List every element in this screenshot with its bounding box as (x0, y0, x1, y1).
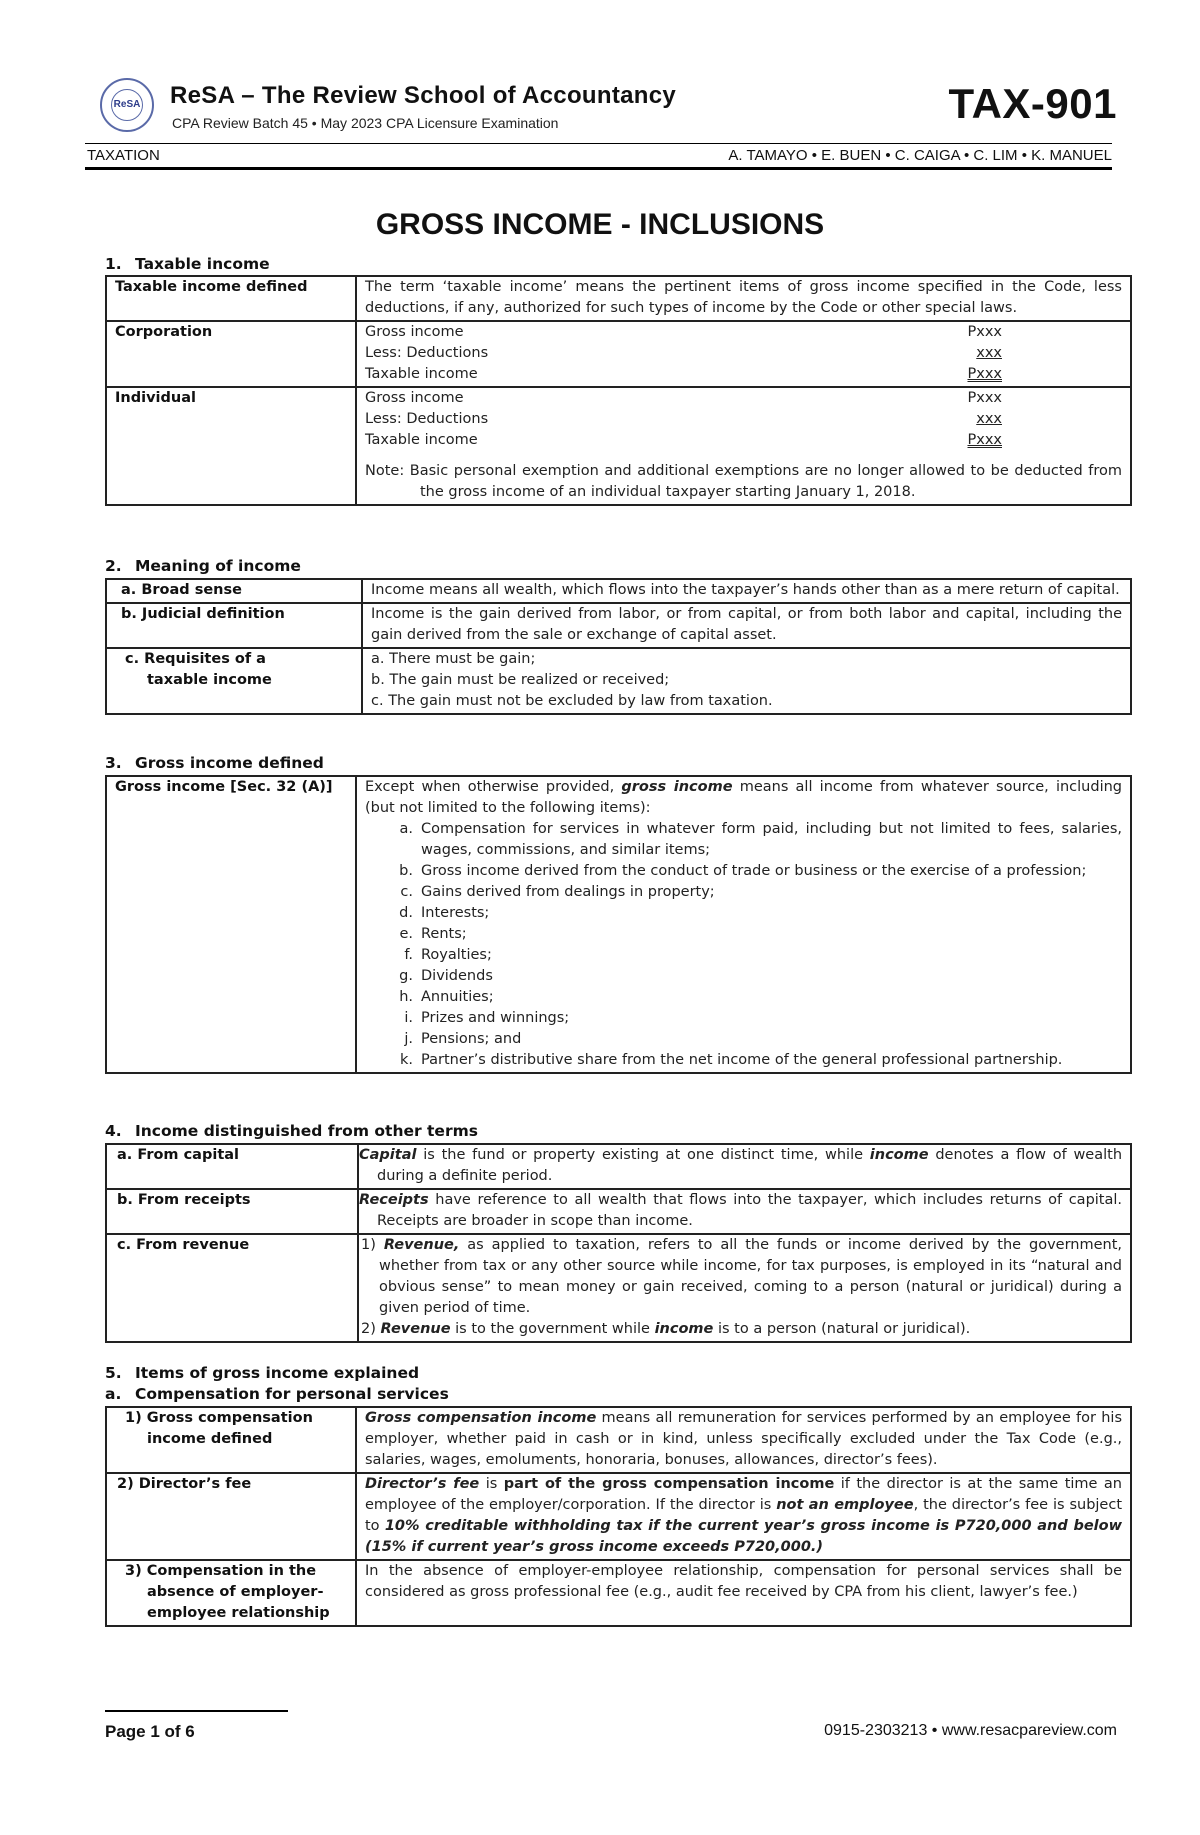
list-item (365, 1008, 1122, 1029)
row-label: 2) Director’s fee (106, 1473, 356, 1560)
list-text: Pensions; and (421, 1031, 522, 1047)
list-marker: i. (404, 1010, 413, 1026)
list-marker: d. (399, 905, 413, 921)
list-text: Partner’s distributive share from the net income of the general professional partnership. (421, 1052, 1063, 1068)
distinguished-table (105, 1143, 1132, 1343)
section-heading-3: 3. Gross income defined (105, 754, 324, 772)
row-label: c. From revenue (106, 1234, 358, 1342)
section-heading-5: 5. Items of gross income explained (105, 1364, 420, 1382)
list-marker: j. (404, 1031, 413, 1047)
list-item (365, 924, 1122, 945)
list-item (365, 966, 1122, 987)
row-text: In the absence of employer-employee relationship, compensation for personal services shall be considered as gross professional fee (e.g., audit fee received by CPA from his client, lawyer’s fee.) (356, 1560, 1131, 1626)
row-label: Individual (106, 387, 356, 505)
list-marker: b. (399, 863, 413, 879)
row-text: Income is the gain derived from labor, or from capital, or from both labor and capital, including the gain derived from the sale or exchange of capital asset. (362, 603, 1131, 648)
meaning-of-income-table (105, 578, 1132, 715)
table-row (106, 1189, 1131, 1234)
contact-info: 0915-2303213 • www.resacpareview.com (824, 1722, 1117, 1739)
row-label: 1) Gross compensation income defined (106, 1407, 356, 1473)
row-label: a. Broad sense (106, 579, 362, 603)
revenue-text: 1) Revenue, as applied to taxation, refers to all the funds or income derived by the government, whether from tax or any other source while income, for tax purposes, is employed in its “natural and obvious sense” to mean money or gain received, coming to a person (natural or juridical) during a given period of time. 2) Revenue is to the government while income is to a person (natural or juridical). (358, 1234, 1131, 1342)
row-text: Capital is the fund or property existing at one distinct time, while income denotes a flow of wealth during a definite period. (358, 1144, 1131, 1189)
list-item (365, 819, 1122, 861)
list-item (365, 987, 1122, 1008)
list-text: Prizes and winnings; (421, 1010, 570, 1026)
section-heading-1: 1. Taxable income (105, 255, 270, 273)
requisites-list: a. There must be gain; b. The gain must be realized or received; c. The gain must not be excluded by law from taxation. (362, 648, 1131, 714)
batch-info: CPA Review Batch 45 • May 2023 CPA Licensure Examination (172, 115, 559, 131)
row-label: b. Judicial definition (106, 603, 362, 648)
table-row (106, 1407, 1131, 1473)
header-rule-thin (85, 143, 1112, 144)
table-row (106, 276, 1131, 321)
row-label: Corporation (106, 321, 356, 387)
list-marker: e. (399, 926, 413, 942)
table-row (106, 321, 1131, 387)
gross-income-definition: Except when otherwise provided, gross income means all income from whatever source, including (but not limited to the following items): a. Compensation for services in whatever form paid, including but not limited to fees, salaries, wages, commissions, and similar items; b. Gross income derived from the conduct of trade or business or the exercise of a profession; c. Gains derived from dealings in property; d. Interests; e. Rents; f. Royalties; g. Dividends h. Annuities; i. Prizes and winnings; j. Pensions; and k. Partner’s distributive share from the net income of the general professional partnership. (356, 776, 1131, 1073)
row-text: Income means all wealth, which flows into the taxpayer’s hands other than as a mere return of capital. (362, 579, 1131, 603)
list-marker: g. (399, 968, 413, 984)
list-marker: k. (399, 1052, 413, 1068)
subsection-heading-a: a. Compensation for personal services (105, 1385, 449, 1403)
footer-rule (105, 1710, 288, 1712)
gross-income-table (105, 775, 1132, 1074)
row-label: c. Requisites of a taxable income (106, 648, 362, 714)
table-row (106, 1560, 1131, 1626)
list-text: Royalties; (421, 947, 492, 963)
resa-logo (100, 78, 154, 132)
table-row (106, 1144, 1131, 1189)
section-heading-4: 4. Income distinguished from other terms (105, 1122, 478, 1140)
section-heading-2: 2. Meaning of income (105, 557, 301, 575)
row-label: b. From receipts (106, 1189, 358, 1234)
list-text: Dividends (421, 968, 493, 984)
list-item (365, 903, 1122, 924)
page-number: Page 1 of 6 (105, 1722, 195, 1741)
course-code: TAX-901 (948, 80, 1117, 127)
taxable-income-table (105, 275, 1132, 506)
row-label: Taxable income defined (106, 276, 356, 321)
list-item (365, 882, 1122, 903)
header-rule-thick (85, 167, 1112, 170)
list-marker: a. (399, 821, 413, 837)
list-marker: f. (404, 947, 413, 963)
school-name: ReSA – The Review School of Accountancy (170, 82, 677, 109)
subject-label: TAXATION (87, 147, 160, 164)
table-row (106, 1473, 1131, 1560)
list-marker: h. (399, 989, 413, 1005)
page-title: GROSS INCOME - INCLUSIONS (375, 208, 825, 241)
table-row (106, 1234, 1131, 1342)
list-item (365, 1050, 1122, 1071)
exemption-note: Note: Basic personal exemption and additional exemptions are no longer allowed to be deducted from the gross income of an individual taxpayer starting January 1, 2018. (365, 463, 1122, 500)
row-label: a. From capital (106, 1144, 358, 1189)
row-text: Director’s fee is part of the gross compensation income if the director is at the same time an employee of the employer/corporation. If the director is not an employee, the director’s fee is subject to 10% creditable withholding tax if the current year’s gross income is P720,000 and below (15% if current year’s gross income exceeds P720,000.) (356, 1473, 1131, 1560)
individual-computation: Gross income Pxxx Less: Deductions xxx Taxable income Pxxx Note: Basic personal exemption and additional exemptions are no longer allowed to be deducted from the gross income of an individual taxpayer starting January 1, 2018. (356, 387, 1131, 505)
list-item (365, 861, 1122, 882)
gross-income-items (365, 819, 1122, 1071)
list-text: Gains derived from dealings in property; (421, 884, 715, 900)
row-label: Gross income [Sec. 32 (A)] (106, 776, 356, 1073)
list-text: Compensation for services in whatever form paid, including but not limited to fees, salaries, wages, commissions, and similar items; (421, 821, 1122, 858)
authors-list: A. TAMAYO • E. BUEN • C. CAIGA • C. LIM • K. MANUEL (728, 147, 1112, 164)
table-row (106, 387, 1131, 505)
row-text: The term ‘taxable income’ means the pertinent items of gross income specified in the Code, less deductions, if any, authorized for such types of income by the Code or other special laws. (356, 276, 1131, 321)
table-row (106, 579, 1131, 603)
row-text: Receipts have reference to all wealth that flows into the taxpayer, which includes returns of capital. Receipts are broader in scope than income. (358, 1189, 1131, 1234)
list-marker: c. (400, 884, 413, 900)
table-row (106, 776, 1131, 1073)
compensation-table (105, 1406, 1132, 1627)
list-text: Gross income derived from the conduct of trade or business or the exercise of a profession; (421, 863, 1087, 879)
list-text: Rents; (421, 926, 467, 942)
list-text: Interests; (421, 905, 490, 921)
list-text: Annuities; (421, 989, 494, 1005)
table-row (106, 603, 1131, 648)
table-row (106, 648, 1131, 714)
row-label: 3) Compensation in the absence of employer- employee relationship (106, 1560, 356, 1626)
corporation-computation: Gross income Pxxx Less: Deductions xxx Taxable income Pxxx (356, 321, 1131, 387)
list-item (365, 945, 1122, 966)
list-item (365, 1029, 1122, 1050)
logo-text: ReSA (111, 89, 143, 121)
row-text: Gross compensation income means all remuneration for services performed by an employee for his employer, whether paid in cash or in kind, unless specifically excluded under the Tax Code (e.g., salaries, wages, emoluments, honoraria, bonuses, allowances, director’s fees). (356, 1407, 1131, 1473)
